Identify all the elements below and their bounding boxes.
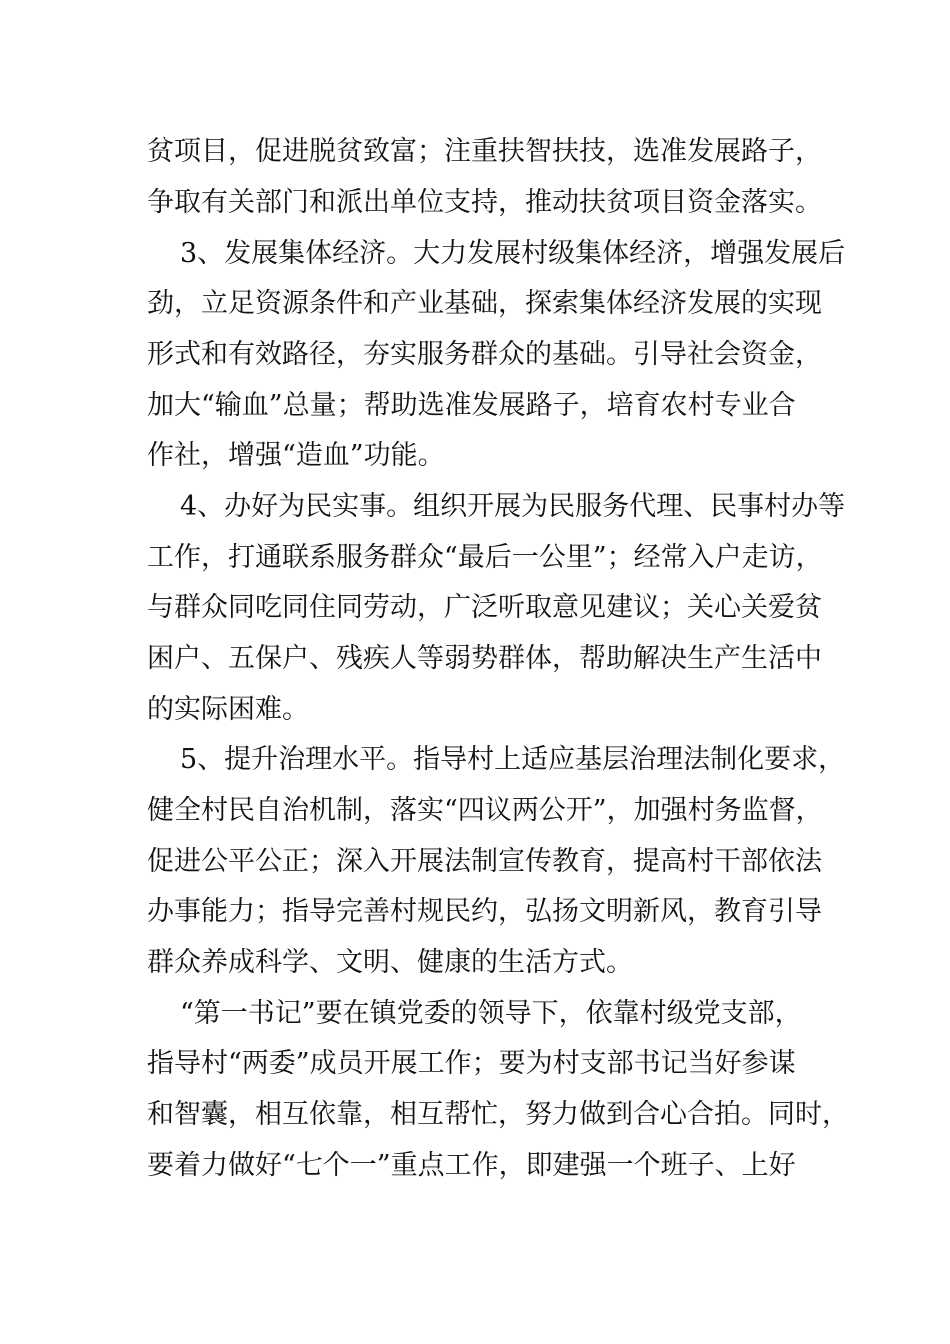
- text-line: 劲，立足资源条件和产业基础，探索集体经济发展的实现: [147, 288, 822, 319]
- text-line: 办事能力；指导完善村规民约，弘扬文明新风，教育引导: [147, 896, 822, 927]
- text-line: 作社，增强“造血”功能。: [147, 440, 445, 471]
- paragraph-heading-line: 5、提升治理水平。指导村上适应基层治理法制化要求，: [180, 744, 846, 775]
- text-line: 形式和有效路径，夯实服务群众的基础。引导社会资金，: [147, 339, 822, 370]
- text-line: 和智囊，相互依靠，相互帮忙，努力做到合心合拍。同时，: [147, 1099, 849, 1130]
- text-line: 贫项目，促进脱贫致富；注重扶智扶技，选准发展路子，: [147, 136, 822, 167]
- paragraph-heading-line: 3、发展集体经济。大力发展村级集体经济，增强发展后: [180, 238, 846, 269]
- text-line: 加大“输血”总量；帮助选准发展路子，培育农村专业合: [147, 390, 796, 421]
- text-line: 要着力做好“七个一”重点工作，即建强一个班子、上好: [147, 1150, 796, 1181]
- text-line: 困户、五保户、残疾人等弱势群体，帮助解决生产生活中: [147, 643, 822, 674]
- paragraph-first-line: “第一书记”要在镇党委的领导下，依靠村级党支部，: [180, 998, 802, 1029]
- text-line: 的实际困难。: [147, 694, 309, 725]
- text-line: 群众养成科学、文明、健康的生活方式。: [147, 947, 633, 978]
- text-line: 健全村民自治机制，落实“四议两公开”，加强村务监督，: [147, 795, 823, 826]
- text-line: 争取有关部门和派出单位支持，推动扶贫项目资金落实。: [147, 187, 822, 218]
- text-line: 工作，打通联系服务群众“最后一公里”；经常入户走访，: [147, 542, 823, 573]
- text-line: 与群众同吃同住同劳动，广泛听取意见建议；关心关爱贫: [147, 592, 822, 623]
- paragraph-heading-line: 4、办好为民实事。组织开展为民服务代理、民事村办等: [180, 491, 846, 522]
- text-line: 指导村“两委”成员开展工作；要为村支部书记当好参谋: [147, 1048, 796, 1079]
- text-line: 促进公平公正；深入开展法制宣传教育，提高村干部依法: [147, 846, 822, 877]
